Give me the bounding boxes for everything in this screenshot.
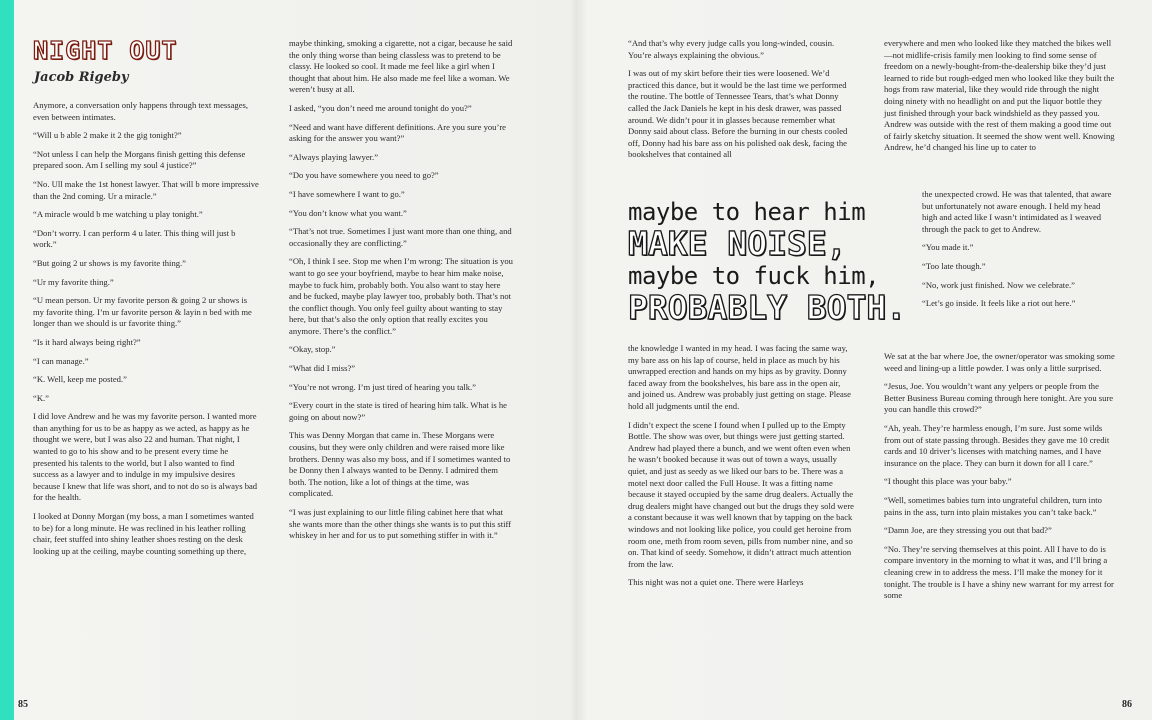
story-title: NIGHT OUT [33,36,178,65]
pull-quote-line-4: PROBABLY BOTH. [628,288,907,327]
column-4-bottom [884,351,1116,609]
paragraph: “Jesus, Joe. You wouldn’t want any yelpers or people from the Better Business Bureau coming through here tonight. Are you sure you can handle this crowd?” [884,381,1114,415]
paragraph: “Let’s go inside. It feels like a riot out here.” [922,298,1076,309]
paragraph: “Always playing lawyer.” [289,151,379,162]
paragraph: “K.” [33,392,49,403]
paragraph: “Damn Joe, are they stressing you out that bad?” [884,525,1052,536]
paragraph: This was Denny Morgan that came in. These Morgans were cousins, but they were only children and were raised more like brothers. Denny was also my boss, and if I sometimes wanted to be Donny then I always wanted to be Denny. I admired them both. The notion, like a lot of things at the time, was complicated. [289,430,511,499]
paragraph: “A miracle would b me watching u play tonight.” [33,209,203,220]
paragraph: “What did I miss?” [289,363,356,374]
paragraph: “I thought this place was your baby.” [884,476,1012,487]
paragraph: “Don’t worry. I can perform 4 u later. This thing will just b work.” [33,227,236,250]
paragraph: “No. They’re serving themselves at this point. All I have to do is compare inventory in the morning to what it was, and I’ll bring a cleaning crew in to address the mess. I’ll make the money for it tonight. The trouble is I have a shiny new warrant for my arrest for some [884,543,1114,601]
paragraph: “Okay, stop.” [289,344,336,355]
paragraph: “Oh, I think I see. Stop me when I’m wrong: The situation is you want to go see your boyfriend, maybe to hear him make noise, maybe to fuck him, probably both. You also want to stay here and be fucked, maybe play lawyer too, probably both. That’s not the conflict though. You only feel guilty about wanting to stay here, but that’s also the only option that really excites you anymore. There’s the conflict.” [289,256,513,336]
paragraph: maybe thinking, smoking a cigarette, not a cigar, because he said the only thing worse than being classless was to pretend to be classy. He looked so cool. It made me feel like a girl when I thought that about him. He also made me feel like a woman. We weren’t busy at all. [289,38,513,95]
paragraph: I was out of my skirt before their ties were loosened. We’d practiced this dance, but it would be the last time we performed the routine. The bottle of Tennessee Tears, that’s what Donny called the Jack Daniels he kept in his desk drawer, was passed around. We didn’t pour it in glasses because remember what Donny said about class. Before the burning in our chests cooled off, Donny had his bare ass on his polished oak desk, facing the bookshelves that contained all [628,68,848,160]
paragraph: “But going 2 ur shows is my favorite thing.” [33,257,187,268]
paragraph: “I have somewhere I want to go.” [289,188,405,199]
paragraph: “Is it hard always being right?” [33,336,141,347]
pull-quote-line-2: MAKE NOISE, [628,224,847,263]
paragraph: “K. Well, keep me posted.” [33,374,127,385]
pull-quote-line-3: maybe to fuck him, [628,262,880,290]
column-1 [33,100,259,564]
column-4-top [884,38,1116,161]
paragraph: “Well, sometimes babies turn into ungrateful children, turn into pains in the ass, turn into plain mistakes you can’t take back.” [884,494,1102,517]
paragraph: “You don’t know what you want.” [289,207,407,218]
paragraph: I did love Andrew and he was my favorite person. I wanted more than anything for us to be as happy as we acted, as happy as he thought we were, but I was also 22 and human. That night, I wanted to go to his show and to be present every time he presented his talents to the world, but I also wanted to find success as a lawyer and to indulge in my impulsive desires because I knew that life was short, and to not do so is always bad for the health. [33,411,258,503]
column-4-wrap [922,189,1116,317]
column-3-bottom [628,343,854,596]
accent-bar [0,0,14,720]
paragraph: I didn’t expect the scene I found when I pulled up to the Empty Bottle. The show was over, but things were just getting started. Andrew had played there a bunch, and we went often even when he wasn’t booked because it was out of town a ways, usually quiet, and just as seedy as we liked our bars to be. There was a motel next door called the Full House. It was a fitting name because it stayed occupied by the same drug dealers. Actually the drug dealers might have changed out but the drugs they sold were a constant because it was well known that by tapping on the back windows and not looking like police, you could get heroine from room one, meth from room seven, pills from number nine, and so on. That kind of seedy. Somehow, it didn’t attract much attention from the law. [628,419,855,569]
paragraph: “Too late though.” [922,260,986,271]
paragraph: We sat at the bar where Joe, the owner/operator was smoking some weed and lining-up a little powder. I was only a little surprised. [884,351,1115,373]
paragraph: the knowledge I wanted in my head. I was facing the same way, my bare ass on his lap of course, held in place as much by his unwrapped erection and hands on my hips as by gravity. Donny faced away from the bookshelves, his bare ass in the open air, and joined us. Andrew was probably just getting on stage. Please hold all judgments until the end. [628,343,851,411]
column-3-top [628,38,854,168]
paragraph: This night was not a quiet one. There were Harleys [628,577,804,588]
paragraph: “Ah, yeah. They’re harmless enough, I’m sure. Just some wilds from out of state passing through. Besides they gave me 10 credit cards and 10 driver’s licenses with matching names, and I have insurance on the place. They can burn it down for all I care.” [884,422,1110,468]
paragraph: “No. Ull make the 1st honest lawyer. That will b more impressive than the 2nd coming. Ur a miracle.” [33,178,259,201]
paragraph: “I can manage.” [33,355,89,366]
paragraph: “Every court in the state is tired of hearing him talk. What is he going on about now?” [289,400,507,422]
paragraph: “Ur my favorite thing.” [33,276,114,287]
pull-quote-line-1: maybe to hear him [628,198,866,226]
paragraph: “You’re not wrong. I’m just tired of hearing you talk.” [289,381,476,392]
pull-quote [628,198,920,326]
paragraph: I looked at Donny Morgan (my boss, a man I sometimes wanted to be) for a long minute. He was reclined in his leather rolling chair, feet stuffed into shiny leather shoes resting on the desk looking up at the ceiling, maybe counting something up there, [33,511,254,556]
paragraph: “Not unless I can help the Morgans finish getting this defense prepared soon. Am I selling my soul 4 justice?” [33,148,246,171]
paragraph: “And that’s why every judge calls you long-winded, cousin. You’re always explaining the obvious.” [628,38,835,60]
paragraph: “No, work just finished. Now we celebrate.” [922,279,1075,290]
paragraph: the unexpected crowd. He was that talented, that aware but unfortunately not aware enough. I held my head high and acted like I wasn’t intimidated as I weaved through the pack to get to Andrew. [922,189,1112,234]
paragraph: Anymore, a conversation only happens through text messages, even between intimates. [33,100,249,122]
paragraph: I asked, “you don’t need me around tonight do you?” [289,102,472,113]
paragraph: “Need and want have different definitions. Are you sure you’re asking for the answer you want?” [289,121,506,144]
paragraph: “U mean person. Ur my favorite person & going 2 ur shows is my favorite thing. I’m ur favorite person & layin n bed with me longer than we should is ur favorite thing.” [33,295,252,329]
paragraph: everywhere and men who looked like they matched the bikes well—not midlife-crisis family men looking to find some sense of freedom on a newly-bought-from-the-dealership bike they’d just learned to ride but rough-edged men who looked like they built the hogs from raw material, like they would ride through the night doing ninety with no headlight on and put the liquor bottle they just finished through your back windshield as they passed you. Andrew was outside with the rest of them making a good time out of fairly sketchy situation. It seemed the show went well. Knowing Andrew, he’d changed his line up to cater to [884,38,1115,153]
paragraph: “I was just explaining to our little filing cabinet here that what she wants more than the other things she wants is to put this stiff whiskey in her and for us to put something stiffer in with it.” [289,507,512,541]
paragraph: “Will u b able 2 make it 2 the gig tonight?” [33,130,182,141]
page-number-left: 85 [18,699,28,710]
paragraph: “You made it.” [922,242,974,253]
story-author: Jacob Rigeby [34,70,129,85]
paragraph: “That’s not true. Sometimes I just want more than one thing, and occasionally they are conflicting.” [289,226,512,248]
column-2 [289,38,515,549]
paragraph: “Do you have somewhere you need to go?” [289,170,439,181]
page-number-right: 86 [1122,699,1132,710]
